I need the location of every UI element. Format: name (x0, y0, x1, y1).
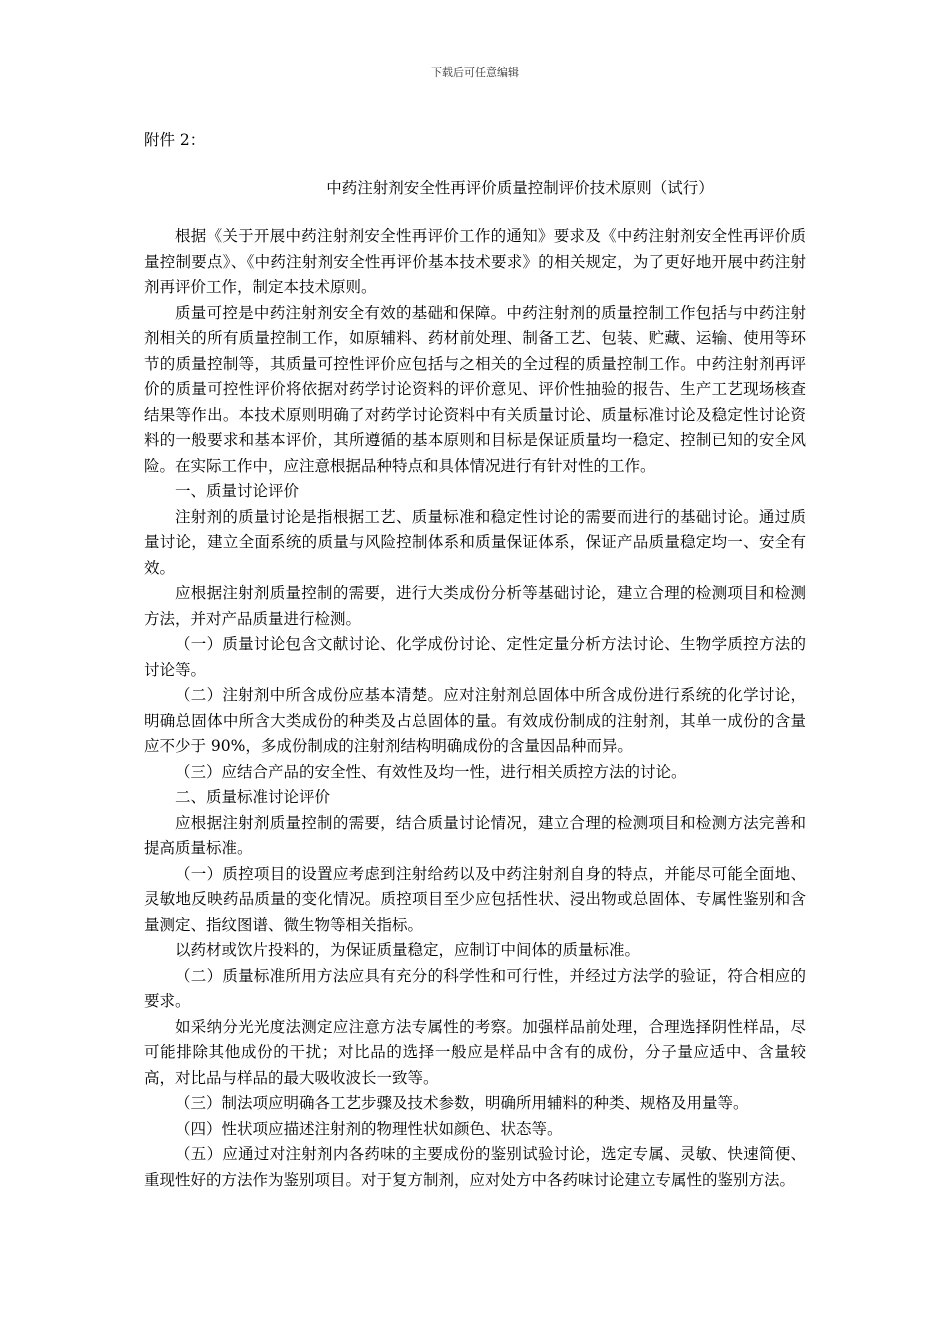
paragraph: 根据《关于开展中药注射剂安全性再评价工作的通知》要求及《中药注射剂安全性再评价质量控制要点》、《中药注射剂安全性再评价基本技术要求》的相关规定，为了更好地开展中药注射剂再评价工作，制定本技术原则。 (144, 227, 806, 296)
section-heading: 一、质量讨论评价 (175, 482, 300, 500)
section-heading: 二、质量标准讨论评价 (175, 788, 331, 806)
paragraph: （二）质量标准所用方法应具有充分的科学性和可行性，并经过方法学的验证，符合相应的要求。 (144, 966, 806, 1010)
page-header: 下载后可任意编辑 (431, 66, 519, 79)
document-title: 中药注射剂安全性再评价质量控制评价技术原则（试行） (326, 179, 714, 197)
paragraph: （三）制法项应明确各工艺步骤及技术参数，明确所用辅料的种类、规格及用量等。 (175, 1094, 749, 1112)
paragraph: （五）应通过对注射剂内各药味的主要成份的鉴别试验讨论，选定专属、灵敏、快速简便、重现性好的方法作为鉴别项目。对于复方制剂，应对处方中各药味讨论建立专属性的鉴别方法。 (144, 1145, 806, 1189)
paragraph: （一）质控项目的设置应考虑到注射给药以及中药注射剂自身的特点，并能尽可能全面地、灵敏地反映药品质量的变化情况。质控项目至少应包括性状、浸出物或总固体、专属性鉴别和含量测定、指纹图谱、微生物等相关指标。 (144, 864, 806, 934)
paragraph: 质量可控是中药注射剂安全有效的基础和保障。中药注射剂的质量控制工作包括与中药注射剂相关的所有质量控制工作，如原辅料、药材前处理、制备工艺、包装、贮藏、运输、使用等环节的质量控制等，其质量可控性评价应包括与之相关的全过程的质量控制工作。中药注射剂再评价的质量可控性评价将依据对药学讨论资料的评价意见、评价性抽验的报告、生产工艺现场核查结果等作出。本技术原则明确了对药学讨论资料中有关质量讨论、质量标准讨论及稳定性讨论资料的一般要求和基本评价，其所遵循的基本原则和目标是保证质量均一稳定、控制已知的安全风险。在实际工作中，应注意根据品种特点和具体情况进行有针对性的工作。 (144, 303, 806, 475)
paragraph: （一）质量讨论包含文献讨论、化学成份讨论、定性定量分析方法讨论、生物学质控方法的讨论等。 (144, 635, 806, 679)
document-body (144, 224, 806, 1193)
paragraph: 以药材或饮片投料的，为保证质量稳定，应制订中间体的质量标准。 (175, 941, 641, 959)
paragraph: 如采纳分光光度法测定应注意方法专属性的考察。加强样品前处理，合理选择阴性样品，尽可能排除其他成份的干扰；对比品的选择一般应是样品中含有的成份，分子量应适中、含量较高，对比品与样品的最大吸收波长一致等。 (144, 1017, 806, 1087)
paragraph: （二）注射剂中所含成份应基本清楚。应对注射剂总固体中所含成份进行系统的化学讨论，明确总固体中所含大类成份的种类及占总固体的量。有效成份制成的注射剂，其单一成份的含量应不少于 90%，多成份制成的注射剂结构明确成份的含量因品种而异。 (144, 686, 806, 755)
paragraph: 注射剂的质量讨论是指根据工艺、质量标准和稳定性讨论的需要而进行的基础讨论。通过质量讨论，建立全面系统的质量与风险控制体系和质量保证体系，保证产品质量稳定均一、安全有效。 (144, 507, 806, 577)
attachment-label: 附件 2： (144, 131, 206, 149)
paragraph: 应根据注射剂质量控制的需要，结合质量讨论情况，建立合理的检测项目和检测方法完善和提高质量标准。 (144, 813, 806, 857)
paragraph: （三）应结合产品的安全性、有效性及均一性，进行相关质控方法的讨论。 (175, 762, 687, 781)
paragraph: （四）性状项应描述注射剂的物理性状如颜色、状态等。 (175, 1119, 563, 1138)
paragraph: 应根据注射剂质量控制的需要，进行大类成份分析等基础讨论，建立合理的检测项目和检测方法，并对产品质量进行检测。 (144, 584, 806, 628)
